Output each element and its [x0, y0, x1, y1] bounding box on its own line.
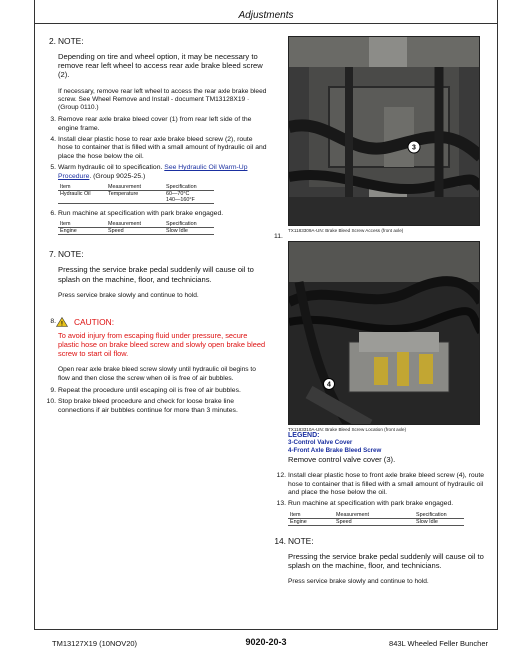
footer-machine-name: 843L Wheeled Feller Buncher: [389, 639, 488, 648]
header-frame: [34, 0, 498, 24]
remove-cover-text: Remove control valve cover (3).: [288, 455, 396, 465]
table-header: Item: [58, 184, 106, 191]
note-2-text: Pressing the service brake pedal suddenly will cause oil to splash on the machine, floor, and technicians.: [58, 265, 254, 284]
right-column: [272, 36, 494, 590]
table-row: Hydraulic Oil Temperature 60—70°C 140—160°F: [58, 191, 214, 204]
frame-right: [497, 24, 498, 630]
step-14-note: 14. NOTE:: [274, 535, 314, 546]
machine-photo-access: [289, 37, 480, 226]
warm-up-procedure-link[interactable]: See Hydraulic Oil Warm-Up Procedure: [58, 164, 248, 180]
figure-2-caption: TX1183310A-UN: Brake Bleed Screw Location (front axle): [288, 427, 407, 432]
spec-table-hydraulic-oil: [58, 184, 214, 204]
table-header: Specification: [164, 221, 214, 228]
caution-icon: [56, 317, 68, 327]
step-8-caution: 8. ! CAUTION:: [50, 317, 115, 328]
callout-3: 3: [412, 144, 416, 152]
paragraph-open-bleed-screw: Open rear axle brake bleed screw slowly until hydraulic oil begins to flow and then close the screw when oil is free of air bubbles.: [58, 366, 256, 382]
table-header: Measurement: [106, 184, 164, 191]
step-2-note: 2. NOTE:: [49, 36, 84, 46]
footer-page-number: 9020-20-3: [245, 637, 287, 647]
spec-table-engine-right: [288, 512, 464, 526]
note-3-text: Pressing the service brake pedal suddenly will cause oil to splash on the machine, floor, and technicians.: [288, 551, 484, 571]
page-section-title: Adjustments: [238, 10, 294, 21]
table-header: Measurement: [334, 512, 414, 519]
legend-item: 4-Front Axle Brake Bleed Screw: [288, 446, 382, 454]
frame-bottom: [34, 629, 498, 630]
frame-left: [34, 24, 35, 630]
step-12: 12. Install clear plastic hose to front axle brake bleed screw (4), route hose to container that is filled with a small amount of hydraulic oil and place the hose below the oil.: [276, 472, 485, 496]
table-header: Item: [288, 512, 334, 519]
step-4: 4. Install clear plastic hose to rear axle brake bleed screw (2), route hose to container that is filled with a small amount of hydraulic oil and place the hose below the oil.: [50, 136, 267, 160]
step-13: 13. Run machine at specification with park brake engaged.: [276, 500, 454, 508]
machine-photo-location: [289, 242, 480, 425]
step-9: 9. Repeat the procedure until escaping oil is free of air bubbles.: [50, 386, 241, 394]
step-10: 10. Stop brake bleed procedure and check for loose brake line connections if air bubbles continue for more than 3 minutes.: [46, 398, 238, 414]
paragraph-remove-wheel: If necessary, remove rear left wheel to access the rear axle brake bleed screw. See Wheel Remove and Install - document TM13128X19 · (Group 0110.): [58, 87, 267, 112]
table-row: Engine Speed Slow Idle: [288, 518, 464, 525]
step-3: 3. Remove rear axle brake bleed cover (1) from rear left side of the engine frame.: [50, 116, 252, 132]
footer-document-id: TM13127X19 (10NOV20): [52, 639, 138, 648]
table-header: Measurement: [106, 221, 164, 228]
table-header: Specification: [164, 184, 214, 191]
callout-4: 4: [327, 381, 331, 389]
figure-brake-bleed-screw-access: [288, 36, 480, 226]
svg-text:!: !: [60, 320, 64, 328]
step-11-number: 11.: [274, 233, 283, 240]
table-header: Specification: [414, 512, 464, 519]
note-1-text: Depending on tire and wheel option, it may be necessary to remove rear left wheel to access rear axle brake bleed screw (2).: [58, 52, 263, 80]
page-footer: [34, 636, 498, 650]
step-5: 5. Warm hydraulic oil to specification. See Hydraulic Oil Warm-Up Procedure. (Group 9025-25.): [50, 164, 248, 180]
caution-text: To avoid injury from escaping fluid under pressure, secure plastic hose on brake bleed screw and slowly open brake bleed screw to start oil flow.: [58, 331, 266, 359]
table-header: Item: [58, 221, 106, 228]
table-row: Engine Speed Slow Idle: [58, 228, 214, 235]
step-6: 6. Run machine at specification with park brake engaged.: [50, 210, 224, 218]
paragraph-press-brake: Press service brake slowly and continue to hold.: [58, 291, 199, 299]
legend-item: 3-Control Valve Cover: [288, 439, 353, 446]
figure-brake-bleed-screw-location: [288, 241, 480, 425]
left-column: [42, 36, 268, 418]
step-7-note: 7. NOTE:: [49, 249, 84, 260]
paragraph-press-brake-right: Press service brake slowly and continue to hold.: [288, 578, 429, 586]
figure-1-caption: TX1183309A-UN: Brake Bleed Screw Access (front axle): [288, 228, 404, 233]
legend-title: LEGEND:: [288, 432, 320, 439]
spec-table-engine: [58, 221, 214, 235]
